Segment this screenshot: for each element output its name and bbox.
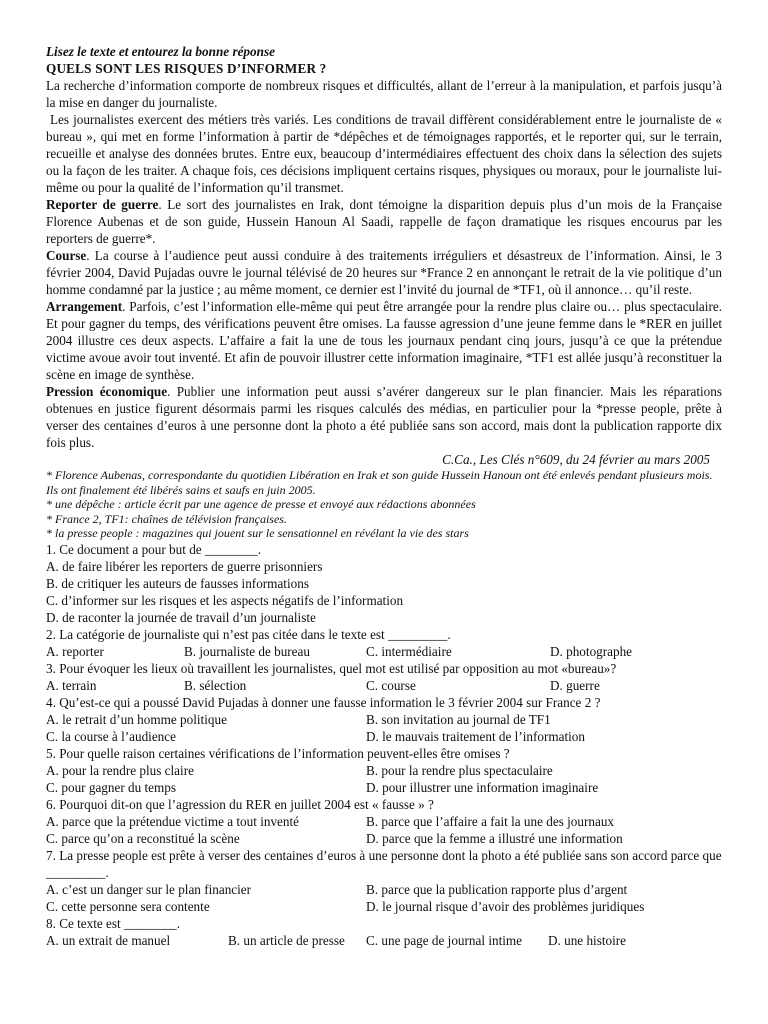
option-4a[interactable]: A. le retrait d’un homme politique xyxy=(46,711,227,727)
paragraph-intro: La recherche d’information comporte de nombreux risques et difficultés, allant de l’erreur à la manipulation, et parfois jusqu’à la mise en danger du journaliste. xyxy=(46,78,722,110)
footnote: * la presse people : magazines qui jouent sur le sensationnel en révélant la vie des stars xyxy=(46,526,469,540)
paragraph-pression xyxy=(46,383,722,451)
options-row xyxy=(46,830,722,847)
options-row xyxy=(46,779,722,796)
worksheet xyxy=(46,43,722,949)
option-6b[interactable]: B. parce que l’affaire a fait la une des journaux xyxy=(366,813,615,829)
paragraph-course xyxy=(46,247,722,298)
body-arrangement: . Parfois, c’est l’information elle-même qui peut être arrangée pour la rendre plus claire ou… plus spectaculaire. Et pour gagner du temps, des vérifications peuvent être omises. La fausse agression d’une jeune femme dans le *RER en juillet 2004 illustre ces deux aspects. L’affaire a fait la une de tous les journaux pendant cinq jours, jusqu’à ce que la prétendue victime avoue avoir tout inventé. Et afin de pouvoir illustrer cette information imaginaire, *TF1 est allée jusqu’à reconstituer la scène en image de synthèse. xyxy=(46,299,722,382)
question-2: 2. La catégorie de journaliste qui n’est pas citée dans le texte est _________. xyxy=(46,626,451,642)
option-3c[interactable]: C. course xyxy=(366,677,416,693)
lead-arrangement: Arrangement xyxy=(46,299,123,314)
question-7: 7. La presse people est prête à verser des centaines d’euros à une personne dont la photo a été publiée sans son accord parce que _________. xyxy=(46,847,722,880)
option-1b[interactable]: B. de critiquer les auteurs de fausses informations xyxy=(46,575,309,591)
options-row xyxy=(46,677,722,694)
question-3: 3. Pour évoquer les lieux où travaillent les journalistes, quel mot est utilisé par opposition au mot «bureau»? xyxy=(46,660,617,676)
options-row xyxy=(46,762,722,779)
option-5b[interactable]: B. pour la rendre plus spectaculaire xyxy=(366,762,553,778)
option-2d[interactable]: D. photographe xyxy=(550,643,633,659)
option-1c[interactable]: C. d’informer sur les risques et les aspects négatifs de l’information xyxy=(46,592,404,608)
option-8b[interactable]: B. un article de presse xyxy=(228,932,345,948)
option-1a[interactable]: A. de faire libérer les reporters de guerre prisonniers xyxy=(46,558,323,574)
option-5c[interactable]: C. pour gagner du temps xyxy=(46,779,177,795)
options-row xyxy=(46,728,722,745)
body-course: . La course à l’audience peut aussi conduire à des traitements irréguliers et désastreux de l’information. Ainsi, le 3 février 2004, David Pujadas ouvre le journal télévisé de 20 heures sur *France 2 en annonçant le retrait de la vie politique d’un homme condamné par la justice ; au même moment, ce dernier est l’invité du journal de *TF1, où il annonce… qu’il reste. xyxy=(46,248,722,297)
option-5a[interactable]: A. pour la rendre plus claire xyxy=(46,762,194,778)
options-row xyxy=(46,881,722,898)
body-pression: . Publier une information peut aussi s’avérer dangereux sur le plan financier. Mais les réparations obtenues en justice figurent désormais parmi les risques calculés des médias, en particulier pour la *presse people, prête à verser des centaines d’euros à une personne dont la photo a été publiée sans son accord, mais dont la publication rapporte dix fois plus. xyxy=(46,384,722,450)
option-3a[interactable]: A. terrain xyxy=(46,677,97,693)
options-row xyxy=(46,932,722,949)
page-title: QUELS SONT LES RISQUES D’INFORMER ? xyxy=(46,61,327,76)
option-4b[interactable]: B. son invitation au journal de TF1 xyxy=(366,711,551,727)
option-4c[interactable]: C. la course à l’audience xyxy=(46,728,176,744)
option-6d[interactable]: D. parce que la femme a illustré une information xyxy=(366,830,623,846)
paragraph-guerre xyxy=(46,196,722,247)
body-guerre: . Le sort des journalistes en Irak, dont témoigne la disparition depuis plus d’un mois de la Française Florence Aubenas et de son guide, Hussein Hanoun Al Saadi, rappelle de façon dramatique les risques encourus par les reporters de guerre*. xyxy=(46,197,723,246)
source-citation: C.Ca., Les Clés n°609, du 24 février au mars 2005 xyxy=(442,452,710,467)
footnote: * Florence Aubenas, correspondante du quotidien Libération en Irak et son guide Hussein Hanoun ont été enlevés pendant plusieurs mois. Ils ont finalement été libérés sains et saufs en juin 2005. xyxy=(46,468,713,497)
option-1d[interactable]: D. de raconter la journée de travail d’un journaliste xyxy=(46,609,316,625)
question-4: 4. Qu’est-ce qui a poussé David Pujadas à donner une fausse information le 3 février 2004 sur France 2 ? xyxy=(46,694,601,710)
paragraph-metiers: Les journalistes exercent des métiers très variés. Les conditions de travail diffèrent considérablement entre le journaliste de « bureau », qui met en forme l’information à partir de *dépêches et de témoignages rapportés, et le reporter qui, sur le terrain, recueille et analyse des données brutes. Entre eux, beaucoup d’intermédiaires effectuent des choix dans la sélection des sujets ou la façon de les traiter. A chaque fois, ces décisions impliquent certains risques, physiques ou moraux, pour le journaliste lui-même ou pour la qualité de l’information qu’il transmet. xyxy=(46,112,722,195)
option-7b[interactable]: B. parce que la publication rapporte plus d’argent xyxy=(366,881,628,897)
option-4d[interactable]: D. le mauvais traitement de l’information xyxy=(366,728,585,744)
lead-guerre: Reporter de guerre xyxy=(46,197,159,212)
option-8d[interactable]: D. une histoire xyxy=(548,932,627,948)
option-3b[interactable]: B. sélection xyxy=(184,677,247,693)
question-1: 1. Ce document a pour but de ________. xyxy=(46,541,261,557)
question-8: 8. Ce texte est ________. xyxy=(46,915,181,931)
question-6: 6. Pourquoi dit-on que l’agression du RER en juillet 2004 est « fausse » ? xyxy=(46,796,434,812)
instruction: Lisez le texte et entourez la bonne réponse xyxy=(46,44,275,59)
option-3d[interactable]: D. guerre xyxy=(550,677,600,693)
option-8c[interactable]: C. une page de journal intime xyxy=(366,932,523,948)
option-2a[interactable]: A. reporter xyxy=(46,643,104,659)
question-5: 5. Pour quelle raison certaines vérifications de l’information peuvent-elles être omises ? xyxy=(46,745,510,761)
options-row xyxy=(46,898,722,915)
options-row xyxy=(46,643,722,660)
option-2b[interactable]: B. journaliste de bureau xyxy=(184,643,310,659)
paragraph-arrangement xyxy=(46,298,722,383)
option-6a[interactable]: A. parce que la prétendue victime a tout inventé xyxy=(46,813,300,829)
option-2c[interactable]: C. intermédiaire xyxy=(366,643,452,659)
options-row xyxy=(46,813,722,830)
option-7c[interactable]: C. cette personne sera contente xyxy=(46,898,210,914)
footnote: * une dépêche : article écrit par une agence de presse et envoyé aux rédactions abonnées xyxy=(46,497,476,511)
lead-pression: Pression économique xyxy=(46,384,168,399)
footnote: * France 2, TF1: chaînes de télévision françaises. xyxy=(46,511,287,526)
lead-course: Course xyxy=(46,248,87,263)
option-6c[interactable]: C. parce qu’on a reconstitué la scène xyxy=(46,830,240,846)
option-7a[interactable]: A. c’est un danger sur le plan financier xyxy=(46,881,252,897)
option-8a[interactable]: A. un extrait de manuel xyxy=(46,932,171,948)
option-7d[interactable]: D. le journal risque d’avoir des problèmes juridiques xyxy=(366,898,645,914)
option-5d[interactable]: D. pour illustrer une information imaginaire xyxy=(366,779,599,795)
options-row xyxy=(46,711,722,728)
